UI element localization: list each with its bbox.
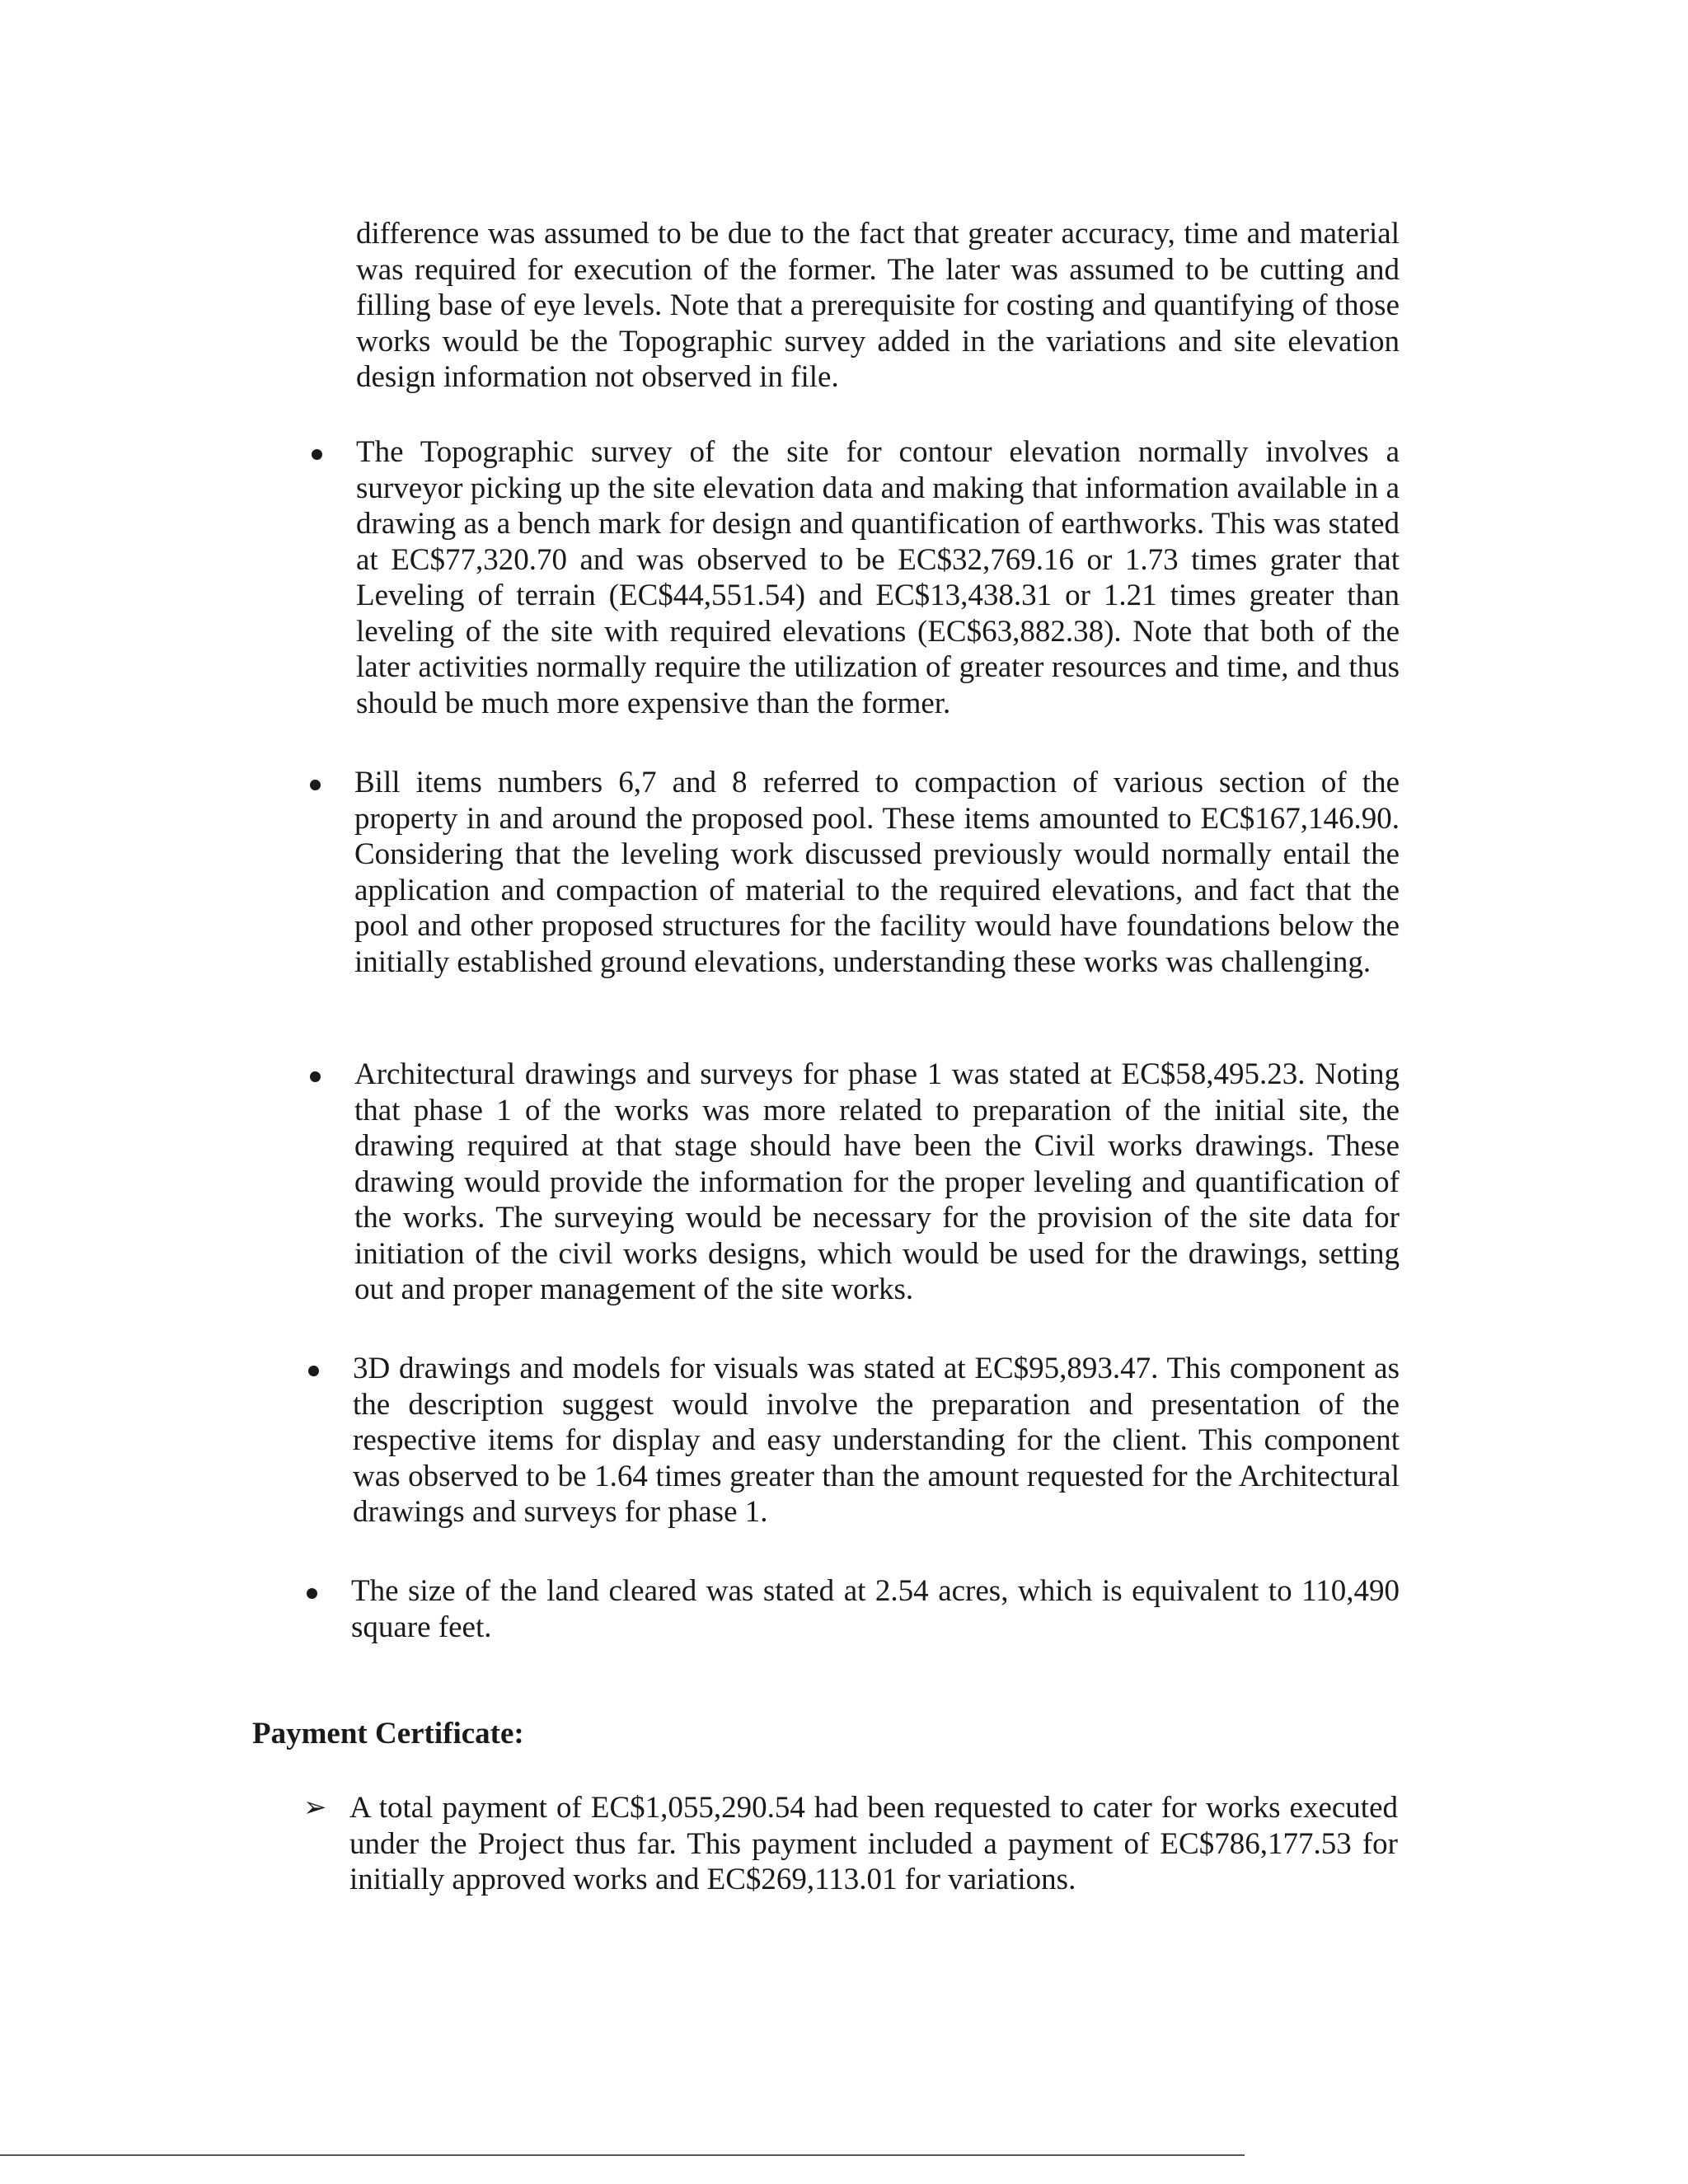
bullet-icon bbox=[312, 449, 322, 460]
payment-item-text: A total payment of EC$1,055,290.54 had been requested to cater for works executed under the Project thus far. This payment included a payment of EC$786,177.53 for initially approved works and EC$269,113.01 for variations. bbox=[349, 1791, 1398, 1896]
intro-paragraph: difference was assumed to be due to the fact that greater accuracy, time and material was required for execution of the former. The later was assumed to be cutting and filling base of eye levels. Note that a prerequisite for costing and quantifying of those works would be the Topographic survey added in the variations and site elevation design information not observed in file. bbox=[356, 217, 1400, 394]
payment-certificate-heading: Payment Certificate: bbox=[252, 1717, 524, 1750]
bullet-text: The Topographic survey of the site for contour elevation normally involves a surveyor picking up the site elevation data and making that information available in a drawing as a bench mark for design and quantification of earthworks. This was stated at EC$77,320.70 and was observed to be EC$32,769.16 or 1.73 times grater that Leveling of terrain (EC$44,551.54) and EC$13,438.31 or 1.21 times greater than leveling of the site with required elevations (EC$63,882.38). Note that both of the later activities normally require the utilization of greater resources and time, and thus should be much more expensive than the former. bbox=[356, 435, 1400, 720]
arrow-right-icon: ➢ bbox=[303, 1793, 327, 1823]
page-bottom-rule bbox=[0, 2154, 1245, 2156]
bullet-text: Architectural drawings and surveys for phase 1 was stated at EC$58,495.23. Noting that phase 1 of the works was more related to preparation of the initial site, the drawing required at that stage should have been the Civil works drawings. These drawing would provide the information for the proper leveling and quantification of the works. The surveying would be necessary for the provision of the site data for initiation of the civil works designs, which would be used for the drawings, setting out and proper management of the site works. bbox=[354, 1057, 1400, 1306]
bullet-icon bbox=[307, 1588, 317, 1599]
bullet-text: Bill items numbers 6,7 and 8 referred to compaction of various section of the property in and around the proposed pool. These items amounted to EC$167,146.90. Considering that the leveling work discussed previously would normally entail the application and compaction of material to the required elevations, and fact that the pool and other proposed structures for the facility would have foundations below the initially established ground elevations, understanding these works was challenging. bbox=[354, 766, 1400, 979]
bullet-icon bbox=[310, 780, 321, 790]
bullet-text: 3D drawings and models for visuals was stated at EC$95,893.47. This component as the description suggest would involve the preparation and presentation of the respective items for display and easy understanding for the client. This component was observed to be 1.64 times greater than the amount requested for the Architectural drawings and surveys for phase 1. bbox=[353, 1352, 1400, 1529]
bullet-icon bbox=[308, 1366, 319, 1376]
bullet-icon bbox=[310, 1071, 321, 1082]
bullet-text: The size of the land cleared was stated at 2.54 acres, which is equivalent to 110,490 square feet. bbox=[351, 1574, 1400, 1644]
